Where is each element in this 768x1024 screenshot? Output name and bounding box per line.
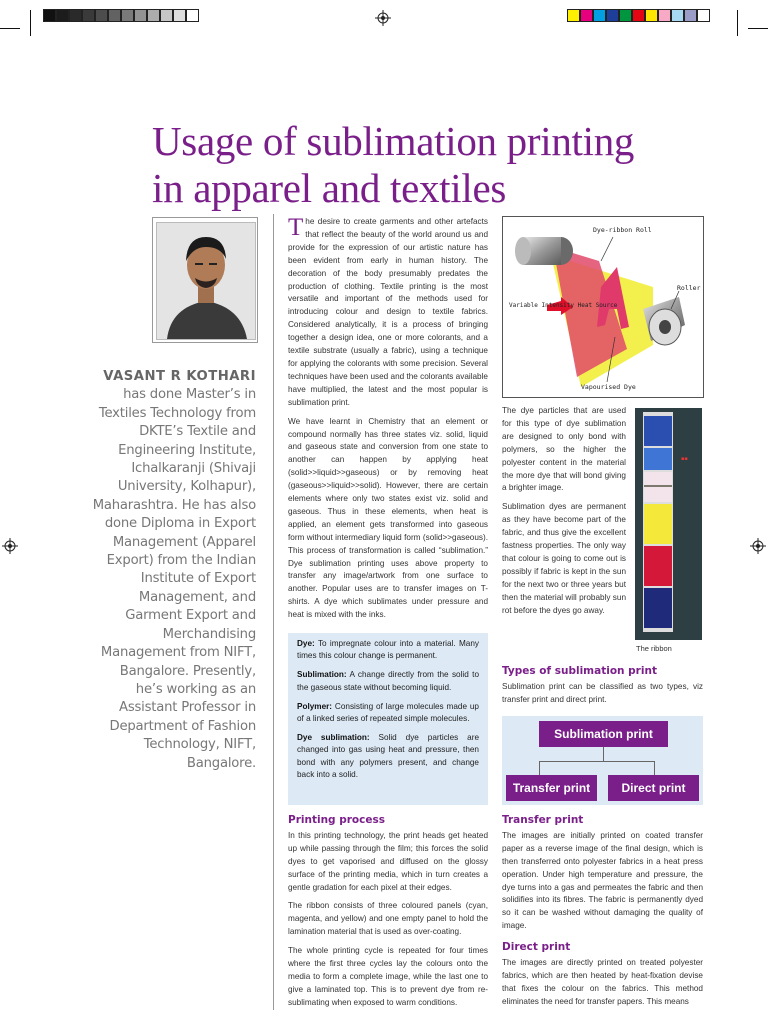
column-divider bbox=[273, 214, 274, 1010]
label-roller: Roller bbox=[677, 284, 701, 292]
drop-cap: T bbox=[288, 214, 304, 241]
ribbon-photo bbox=[635, 408, 702, 640]
author-name: VASANT R KOTHARI bbox=[103, 369, 256, 384]
title-line-1: Usage of sublimation printing bbox=[152, 118, 635, 164]
dye-particles-paragraph-1: The dye particles that are used for this type of dye sublimation are designed to only bond with polymers, so the higher the polyester content in the material the more dye that will bond giving a brighter image. bbox=[502, 406, 626, 493]
printing-process-heading: Printing process bbox=[288, 814, 385, 826]
flow-direct-print: Direct print bbox=[608, 775, 699, 801]
print-methods-section bbox=[502, 814, 703, 1015]
transfer-print-heading: Transfer print bbox=[502, 814, 584, 826]
registration-mark-top bbox=[375, 10, 391, 26]
author-photo bbox=[156, 222, 256, 340]
intro-column bbox=[288, 216, 488, 628]
author-bio-text: has done Master’s in Textiles Technology from DKTE’s Textile and Engineering Institute, Ichalkaranji (Shivaji University, Kolhapur), Maharashtra. He has also done Diploma in Export Management (Apparel Export) from the Indian Institute of Export Management, and Garment Export and Merchandising Management from NIFT, Bangalore. Presently, he’s working as an Assistant Professor in Department of Fashion Technology, NIFT, Bangalore. bbox=[92, 387, 256, 771]
print-types-flowchart bbox=[502, 716, 703, 805]
dye-particles-section bbox=[502, 405, 626, 624]
definitions-box bbox=[288, 633, 488, 805]
definition-dye-sublimation: Dye sublimation: Solid dye particles are changed into gas using heat and pressure, then bond with any polymers present, and change back into a solid. bbox=[297, 733, 479, 779]
printing-process-paragraph-3: The whole printing cycle is repeated for four times where the first three cycles lay the colours onto the media to form a complete image, while the last one to give a laminated top. This is to prevent dye from re-sublimating when exposed to warm conditions. bbox=[288, 946, 488, 1007]
svg-text:▪▪: ▪▪ bbox=[681, 456, 688, 462]
article-title bbox=[152, 118, 712, 212]
direct-print-heading: Direct print bbox=[502, 941, 571, 954]
intro-paragraph-1: The desire to create garments and other artefacts that reflect the beauty of the world around us and provide for the expression of our artistic nature has been evident from early in human history. The decoration of the body presumably predates the production of clothing. Textile printing is the most versatile and important of the methods used for introducing colour and design to textile fabrics. Considered analytically, it is a process of bringing together a design idea, one or more colorants, and a textile substrate (usually a fabric), using a technique for applying the colorants with some precision. Several techniques have been used and the colorants available have multiplied, the latest and the most popular is sublimation print. bbox=[288, 214, 488, 407]
definition-polymer: Polymer: Consisting of large molecules made up of a linked series of repeated simple molecules. bbox=[297, 701, 479, 724]
dye-particles-paragraph-2: Sublimation dyes are permanent as they have become part of the fabric, and thus give the excellent fastness properties. The only way that colour is going to come out is possibly if fabric is kept in the sun for the next two or three years but then the material will probably sun rot before the dyes go away. bbox=[502, 502, 626, 615]
title-line-2: in apparel and textiles bbox=[152, 165, 506, 211]
author-bio bbox=[90, 368, 256, 773]
ribbon-caption: The ribbon bbox=[636, 644, 672, 653]
label-ribbon-roll: Dye-ribbon Roll bbox=[593, 226, 652, 234]
types-section bbox=[502, 665, 703, 713]
transfer-print-paragraph: The images are initially printed on coated transfer paper as a reverse image of the final design, which is then transferred onto polyester fabrics in a heat press operation. Under high temperature and pressure, the dye turns into a gas and permeates the fabric and then solidifies into its fibres. The fabric is permanently dyed so it can be washed without damaging the quality of image. bbox=[502, 830, 703, 931]
definition-sublimation: Sublimation: A change directly from the solid to the gaseous state without becoming liquid. bbox=[297, 670, 479, 692]
flow-connector bbox=[539, 761, 654, 762]
intro-paragraph-2: We have learnt in Chemistry that an element or compound normally has three states viz. solid, liquid and gaseous state and conversion from one state to another can happen by applying heat (solid>>liquid>>gaseous) or by removing heat (gaseous>>liquid>>solid). However, there are certain elements where only two states exist viz. solid and gaseous. Thus in these elements, when heat is applied, an element gets transformed into gaseous form without intermediary liquid form (solid>>gaseous). This process of transformation is called “sublimation.” Dye sublimation printing uses above property to transfer any image/artwork from one surface to another. Popular uses are to transfer images on T-shirts. A dye which sublimates under pressure and heat is mixed with the inks. bbox=[288, 416, 488, 620]
definition-dye: Dye: To impregnate colour into a material. Many times this colour change is permanent. bbox=[297, 639, 479, 661]
types-paragraph: Sublimation print can be classified as two types, viz transfer print and direct print. bbox=[502, 681, 703, 704]
printing-process-paragraph-2: The ribbon consists of three coloured panels (cyan, magenta, and yellow) and one empty panel to hold the lamination material that is used as over-coating. bbox=[288, 901, 488, 937]
label-heat-source: Variable Intensity Heat Source bbox=[509, 302, 618, 309]
flow-root-sublimation-print: Sublimation print bbox=[539, 721, 668, 747]
flow-connector bbox=[539, 761, 540, 775]
ribbon-roll-icon bbox=[515, 237, 573, 265]
flow-connector bbox=[603, 747, 604, 761]
printing-process-paragraph-1: In this printing technology, the print heads get heated up while passing through the film; this forces the solid dyes to get vaporised and diffused on the glossy surface of the printing media, which in turn creates a gentle gradation for each pixel at their edges. bbox=[288, 830, 488, 892]
flow-connector bbox=[654, 761, 655, 775]
printing-process-section bbox=[288, 814, 488, 1016]
registration-mark-right bbox=[750, 538, 766, 554]
direct-print-paragraph: The images are directly printed on treated polyester fabrics, which are then heated by heat-fixation devise that fixes the colour on the fabrics. This method eliminates the need for transfer papers. This means bbox=[502, 958, 703, 1006]
sublimation-diagram bbox=[502, 216, 704, 398]
registration-mark-left bbox=[2, 538, 18, 554]
label-vapourised-dye: Vapourised Dye bbox=[581, 383, 636, 391]
types-heading: Types of sublimation print bbox=[502, 665, 657, 677]
flow-transfer-print: Transfer print bbox=[506, 775, 597, 801]
